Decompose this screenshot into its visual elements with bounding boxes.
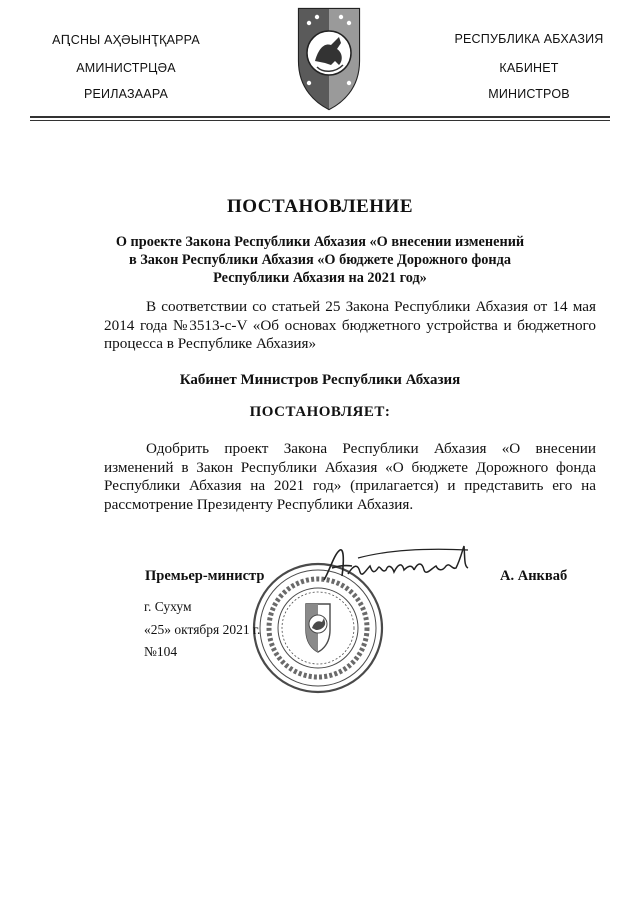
document-number: №104 (144, 644, 178, 659)
resolves-heading: ПОСТАНОВЛЯЕТ: (249, 404, 391, 420)
header-left-line-2: АМИНИСТРЦӘА (76, 61, 176, 75)
coat-of-arms-icon (295, 3, 363, 111)
subject-line-1: О проекте Закона Республики Абхазия «О внесении изменений (115, 234, 525, 250)
header-right-line-2: КАБИНЕТ (499, 61, 559, 75)
document-subject (100, 233, 540, 287)
issue-city: г. Сухум (144, 599, 192, 614)
header-right-line-1: РЕСПУБЛИКА АБХАЗИЯ (454, 32, 604, 46)
body-paragraph: Одобрить проект Закона Республики Абхазия «О внесении изменений в Закон Республики Абхазия «О бюджете Дорожного фонда Республики Абхазия на 2021 год» (прилагается) и представить его на рассмотрение Президенту Республики Абхазия. (104, 440, 596, 513)
header-left-line-3: РЕИЛАЗААРА (83, 87, 169, 101)
signatory-position: Премьер-министр (145, 568, 265, 584)
subject-line-3: Республики Абхазия на 2021 год» (213, 270, 427, 286)
signatory-name: А. Анкваб (500, 568, 568, 584)
page-title: ПОСТАНОВЛЕНИЕ (226, 196, 414, 217)
preamble-paragraph: В соответствии со статьей 25 Закона Республики Абхазия от 14 мая 2014 года №3513-с-V «Об основах бюджетного устройства и бюджетного процесса в Республике Абхазия» (104, 298, 596, 352)
header-rule-thick (30, 116, 610, 118)
handwritten-signature-icon (318, 540, 478, 590)
issuer-line: Кабинет Министров Республики Абхазия (179, 372, 461, 388)
header-right-line-3: МИНИСТРОВ (488, 87, 570, 101)
subject-line-2: в Закон Республики Абхазия «О бюджете Дорожного фонда (128, 252, 512, 268)
header-rule-thin (30, 120, 610, 121)
header-left-line-1: АԤСНЫ АҲӘЫНҬҚАРРА (52, 33, 200, 47)
issue-date: «25» октября 2021 г. (144, 622, 261, 637)
